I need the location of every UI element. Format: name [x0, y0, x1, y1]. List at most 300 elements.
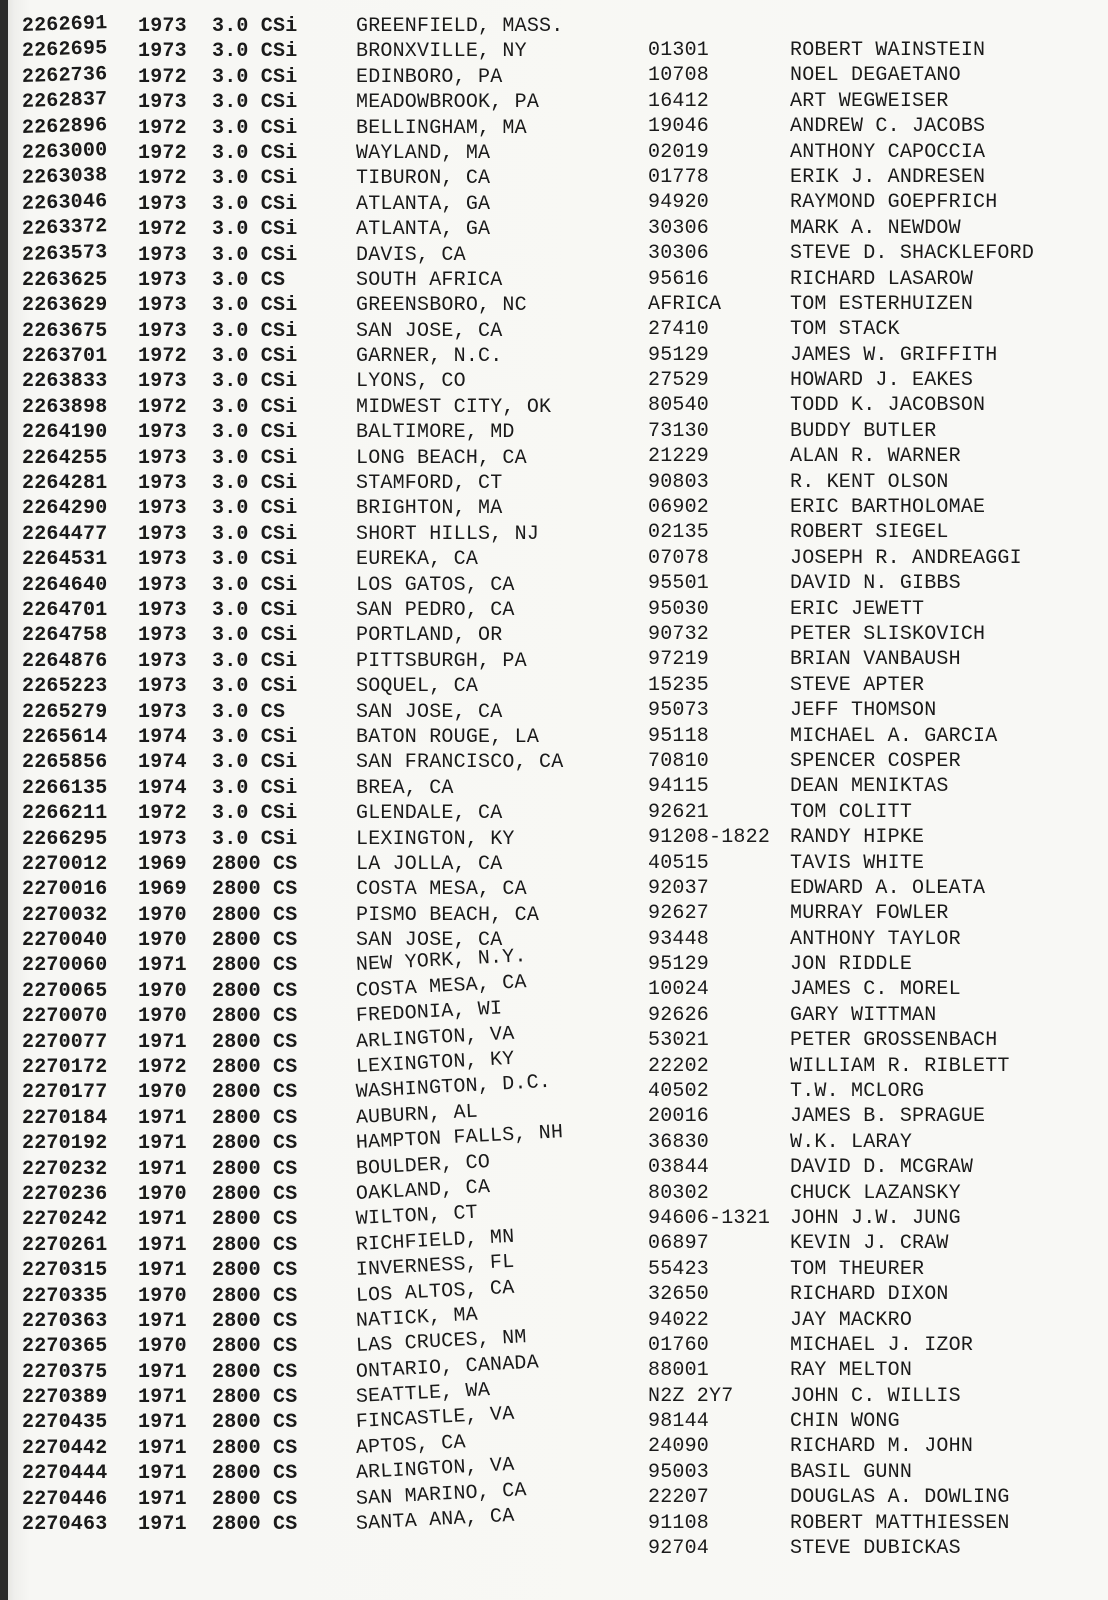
model-year: 1973 [138, 624, 187, 648]
model-year: 1973 [138, 598, 187, 622]
model-name: 3.0 CSi [212, 802, 298, 826]
serial-number: 2263372 [21, 215, 108, 242]
serial-number: 2262896 [21, 113, 108, 140]
model-name: 3.0 CSi [212, 725, 298, 749]
registry-table [0, 14, 1108, 1600]
model-year: 1971 [138, 1132, 187, 1156]
serial-number: 2265856 [22, 751, 108, 775]
model-year: 1972 [138, 218, 187, 242]
model-year: 1971 [138, 1030, 187, 1054]
serial-number: 2270065 [22, 979, 108, 1003]
model-year: 1970 [138, 929, 187, 953]
serial-number: 2270016 [22, 878, 108, 902]
model-year: 1971 [138, 1233, 187, 1257]
owner-city: BELLINGHAM, MA [356, 116, 527, 140]
owner-city: SHORT HILLS, NJ [356, 522, 540, 546]
serial-number: 2264281 [22, 472, 108, 496]
postal-code: AFRICA [648, 292, 722, 316]
model-year: 1970 [138, 1081, 187, 1105]
owner-city: SEATTLE, WA [355, 1379, 491, 1410]
postal-code: 40502 [648, 1080, 710, 1104]
postal-code: 02135 [648, 521, 710, 545]
owner-name: ERIC JEWETT [790, 597, 925, 621]
model-year: 1974 [138, 776, 187, 800]
postal-code: 95616 [648, 267, 710, 291]
serial-number: 2262691 [21, 12, 108, 38]
model-name: 2800 CS [212, 1513, 298, 1537]
model-name: 3.0 CSi [212, 446, 298, 470]
owner-name: JON RIDDLE [790, 953, 913, 977]
serial-number: 2264640 [22, 573, 108, 597]
owner-name: SPENCER COSPER [790, 749, 961, 773]
serial-number: 2270463 [22, 1513, 108, 1537]
serial-number: 2265279 [22, 700, 108, 724]
postal-code: 92037 [648, 876, 710, 900]
model-name: 3.0 CSi [212, 675, 298, 699]
model-year: 1971 [138, 1513, 187, 1537]
owner-name: ANTHONY CAPOCCIA [790, 140, 986, 164]
owner-name: TODD K. JACOBSON [790, 394, 986, 418]
owner-city: LOS GATOS, CA [356, 573, 515, 597]
owner-name: RAYMOND GOEPFRICH [790, 191, 998, 215]
model-year: 1971 [138, 1106, 187, 1130]
postal-code: 01778 [648, 165, 710, 189]
model-name: 2800 CS [212, 1182, 298, 1206]
owner-name: RAY MELTON [790, 1359, 913, 1383]
model-name: 2800 CS [212, 1005, 298, 1029]
model-year: 1971 [138, 1360, 187, 1384]
owner-city: TIBURON, CA [356, 167, 491, 191]
owner-name: TOM ESTERHUIZEN [790, 292, 974, 316]
serial-number: 2262736 [21, 62, 108, 89]
owner-name: W.K. LARAY [790, 1130, 913, 1154]
owner-city: BOULDER, CO [355, 1150, 491, 1181]
postal-code: 73130 [648, 419, 710, 443]
owner-city: SAN FRANCISCO, CA [356, 751, 564, 775]
owner-city: SAN MARINO, CA [355, 1478, 528, 1511]
serial-number: 2270177 [22, 1081, 108, 1105]
serial-number: 2270172 [22, 1056, 108, 1080]
serial-number: 2270070 [22, 1005, 108, 1029]
owner-name: MICHAEL A. GARCIA [790, 724, 998, 748]
postal-code: 92704 [648, 1537, 710, 1561]
postal-code: 06902 [648, 496, 710, 520]
model-year: 1971 [138, 1309, 187, 1333]
serial-number: 2262837 [21, 88, 108, 115]
model-name: 3.0 CSi [212, 218, 298, 242]
postal-code: 92626 [648, 1003, 710, 1027]
model-year: 1970 [138, 1182, 187, 1206]
postal-code: 98144 [648, 1410, 710, 1434]
owner-name: TAVIS WHITE [790, 851, 925, 875]
serial-number: 2270435 [22, 1411, 108, 1435]
postal-code: 95501 [648, 572, 710, 596]
serial-number: 2263000 [21, 138, 108, 165]
model-name: 3.0 CSi [212, 522, 298, 546]
owner-name: JAMES B. SPRAGUE [790, 1105, 986, 1129]
postal-code: 95003 [648, 1460, 710, 1484]
serial-number: 2270184 [22, 1106, 108, 1130]
owner-name: NOEL DEGAETANO [790, 64, 961, 88]
model-year: 1973 [138, 522, 187, 546]
model-year: 1969 [138, 852, 187, 876]
model-year: 1970 [138, 1284, 187, 1308]
serial-number: 2270446 [22, 1487, 108, 1511]
owner-name: DEAN MENIKTAS [790, 775, 949, 799]
serial-number: 2266135 [22, 776, 108, 800]
serial-number: 2270032 [22, 903, 108, 927]
owner-city: BRONXVILLE, NY [356, 40, 527, 64]
model-name: 3.0 CSi [212, 624, 298, 648]
serial-number: 2270242 [22, 1208, 108, 1232]
postal-code: 16412 [648, 89, 710, 113]
owner-city: WAYLAND, MA [356, 141, 491, 165]
model-year: 1973 [138, 319, 187, 343]
model-name: 2800 CS [212, 1132, 298, 1156]
model-year: 1973 [138, 472, 187, 496]
model-name: 3.0 CSi [212, 649, 298, 673]
postal-code: 97219 [648, 648, 710, 672]
model-name: 2800 CS [212, 979, 298, 1003]
serial-number: 2265223 [22, 675, 108, 699]
serial-number: 2270012 [22, 852, 108, 876]
model-name: 3.0 CS [212, 268, 286, 292]
postal-code: 21229 [648, 445, 710, 469]
model-name: 3.0 CSi [212, 294, 298, 318]
model-year: 1973 [138, 268, 187, 292]
owner-city: SAN JOSE, CA [356, 929, 503, 953]
owner-city: PITTSBURGH, PA [356, 649, 527, 673]
model-year: 1972 [138, 1056, 187, 1080]
postal-code: 30306 [648, 216, 710, 240]
serial-number: 2263629 [22, 294, 108, 318]
owner-name: DAVID D. MCGRAW [790, 1156, 974, 1180]
serial-number: 2270040 [22, 929, 108, 953]
owner-city: BREA, CA [356, 776, 454, 800]
model-name: 3.0 CSi [212, 192, 298, 216]
model-name: 2800 CS [212, 1462, 298, 1486]
model-name: 2800 CS [212, 954, 298, 978]
serial-number: 2263898 [22, 395, 108, 419]
owner-city: STAMFORD, CT [356, 472, 503, 496]
owner-name: BASIL GUNN [790, 1460, 913, 1484]
owner-city: GLENDALE, CA [356, 802, 503, 826]
model-year: 1973 [138, 91, 187, 115]
owner-name: ANTHONY TAYLOR [790, 927, 961, 951]
owner-city: COSTA MESA, CA [356, 878, 527, 902]
owner-name: KEVIN J. CRAW [790, 1232, 949, 1256]
postal-code: 94920 [648, 191, 710, 215]
model-name: 3.0 CSi [212, 598, 298, 622]
postal-code: 94022 [648, 1308, 710, 1332]
owner-name: JOHN J.W. JUNG [790, 1206, 961, 1230]
owner-city: LYONS, CO [356, 370, 466, 394]
postal-code: 94115 [648, 775, 710, 799]
postal-code: 10024 [648, 978, 710, 1002]
owner-city: SOQUEL, CA [356, 675, 479, 699]
model-name: 2800 CS [212, 1030, 298, 1054]
postal-code: 88001 [648, 1359, 710, 1383]
owner-city: NATICK, MA [355, 1303, 479, 1333]
serial-number: 2270375 [22, 1360, 108, 1384]
owner-city: ATLANTA, GA [356, 192, 491, 216]
serial-number: 2264290 [22, 497, 108, 521]
model-year: 1970 [138, 903, 187, 927]
model-name: 2800 CS [212, 1106, 298, 1130]
model-year: 1971 [138, 1157, 187, 1181]
owner-name: JOSEPH R. ANDREAGGI [790, 546, 1022, 570]
owner-city: MIDWEST CITY, OK [356, 395, 552, 419]
owner-city: ATLANTA, GA [356, 218, 491, 242]
owner-name: EDWARD A. OLEATA [790, 876, 986, 900]
postal-code: 27529 [648, 369, 710, 393]
model-name: 3.0 CSi [212, 751, 298, 775]
postal-code: 53021 [648, 1029, 710, 1053]
model-year: 1973 [138, 294, 187, 318]
serial-number: 2264876 [22, 649, 108, 673]
postal-code: 24090 [648, 1435, 710, 1459]
postal-code: 95030 [648, 597, 710, 621]
model-name: 2800 CS [212, 1284, 298, 1308]
serial-number: 2270363 [22, 1309, 108, 1333]
owner-name: PETER SLISKOVICH [790, 622, 986, 646]
postal-code: 03844 [648, 1156, 710, 1180]
year-column [138, 14, 214, 1537]
owner-city: GARNER, N.C. [356, 345, 503, 369]
serial-number: 2263675 [22, 319, 108, 343]
owner-name: ROBERT SIEGEL [790, 521, 949, 545]
model-year: 1973 [138, 446, 187, 470]
owner-city: NEW YORK, N.Y. [355, 945, 528, 978]
owner-name: WILLIAM R. RIBLETT [790, 1054, 1010, 1078]
postal-code: 80540 [648, 394, 710, 418]
model-year: 1971 [138, 1487, 187, 1511]
owner-city: SOUTH AFRICA [356, 268, 503, 292]
owner-name: ROBERT MATTHIESSEN [790, 1511, 1010, 1535]
owner-name: ERIK J. ANDRESEN [790, 165, 986, 189]
serial-column [22, 14, 132, 1537]
postal-code: 80302 [648, 1181, 710, 1205]
owner-name: DAVID N. GIBBS [790, 572, 961, 596]
postal-code: 40515 [648, 851, 710, 875]
owner-name: PETER GROSSENBACH [790, 1029, 998, 1053]
postal-code: 22207 [648, 1486, 710, 1510]
model-name: 3.0 CSi [212, 65, 298, 89]
owner-name: JAMES W. GRIFFITH [790, 343, 998, 367]
serial-number: 2270444 [22, 1462, 108, 1486]
serial-number: 2262695 [21, 37, 108, 64]
serial-number: 2270365 [22, 1335, 108, 1359]
postal-code: 20016 [648, 1105, 710, 1129]
postal-code: 06897 [648, 1232, 710, 1256]
model-year: 1973 [138, 827, 187, 851]
owner-city: LEXINGTON, KY [356, 827, 515, 851]
owner-name: RICHARD LASAROW [790, 267, 974, 291]
model-year: 1973 [138, 421, 187, 445]
model-name: 3.0 CSi [212, 15, 298, 38]
serial-number: 2270261 [22, 1233, 108, 1257]
model-name: 3.0 CSi [212, 319, 298, 343]
owner-city: SANTA ANA, CA [355, 1504, 516, 1537]
model-year: 1974 [138, 751, 187, 775]
model-name: 3.0 CSi [212, 116, 298, 140]
model-year: 1970 [138, 1335, 187, 1359]
postal-code: 91208-1822 [648, 826, 771, 850]
postal-code: 95073 [648, 699, 710, 723]
model-year: 1973 [138, 370, 187, 394]
owner-city: COSTA MESA, CA [355, 970, 528, 1003]
owner-city: LEXINGTON, KY [355, 1047, 516, 1080]
model-name: 2800 CS [212, 1259, 298, 1283]
postal-code: 15235 [648, 673, 710, 697]
owner-city: EUREKA, CA [356, 548, 479, 572]
postal-code: 01760 [648, 1333, 710, 1357]
owner-city: MEADOWBROOK, PA [356, 91, 540, 115]
owner-city: LAS CRUCES, NM [355, 1326, 528, 1359]
serial-number: 2263833 [22, 370, 108, 394]
model-name: 3.0 CSi [212, 345, 298, 369]
serial-number: 2270236 [22, 1182, 108, 1206]
serial-number: 2263038 [21, 164, 108, 191]
serial-number: 2270192 [22, 1132, 108, 1156]
model-year: 1971 [138, 1386, 187, 1410]
model-year: 1973 [138, 548, 187, 572]
owner-name: R. KENT OLSON [790, 470, 949, 494]
model-name: 3.0 CSi [212, 141, 298, 165]
model-name: 3.0 CSi [212, 472, 298, 496]
owner-city: FINCASTLE, VA [355, 1403, 516, 1435]
model-name: 2800 CS [212, 1487, 298, 1511]
owner-city: RICHFIELD, MN [355, 1225, 516, 1257]
model-year: 1972 [138, 141, 187, 165]
owner-city: BRIGHTON, MA [356, 497, 503, 521]
owner-name: ALAN R. WARNER [790, 445, 961, 469]
postal-code: 32650 [648, 1283, 710, 1307]
model-name: 3.0 CSi [212, 548, 298, 572]
owner-name: ANDREW C. JACOBS [790, 115, 986, 139]
postal-code: 93448 [648, 927, 710, 951]
owner-city: LA JOLLA, CA [356, 852, 503, 876]
postal-code: 95118 [648, 724, 710, 748]
owner-name: ERIC BARTHOLOMAE [790, 496, 986, 520]
owner-city: GREENSBORO, NC [356, 294, 527, 318]
owner-city: WILTON, CT [355, 1201, 479, 1232]
model-name: 2800 CS [212, 1411, 298, 1435]
owner-name: T.W. MCLORG [790, 1080, 925, 1104]
owner-city: OAKLAND, CA [355, 1175, 491, 1206]
model-name: 3.0 CSi [212, 395, 298, 419]
model-name: 3.0 CSi [212, 40, 298, 64]
model-name: 3.0 CSi [212, 421, 298, 445]
model-year: 1972 [138, 345, 187, 369]
owner-city: PORTLAND, OR [356, 624, 503, 648]
model-name: 2800 CS [212, 1081, 298, 1105]
owner-name: JAMES C. MOREL [790, 978, 961, 1002]
owner-name: MICHAEL J. IZOR [790, 1333, 974, 1357]
model-year: 1973 [138, 192, 187, 216]
serial-number: 2263573 [21, 240, 108, 267]
owner-name: MURRAY FOWLER [790, 902, 949, 926]
owner-city: SAN JOSE, CA [356, 700, 503, 724]
serial-number: 2270389 [22, 1386, 108, 1410]
postal-code: 95129 [648, 343, 710, 367]
model-year: 1971 [138, 1208, 187, 1232]
serial-number: 2270060 [22, 954, 108, 978]
serial-number: 2270335 [22, 1284, 108, 1308]
model-year: 1973 [138, 700, 187, 724]
model-name: 2800 CS [212, 1157, 298, 1181]
model-name: 3.0 CSi [212, 370, 298, 394]
owner-name-column [790, 38, 1100, 1561]
postal-code: 22202 [648, 1054, 710, 1078]
model-year: 1973 [138, 40, 187, 64]
model-year: 1973 [138, 675, 187, 699]
owner-city: PISMO BEACH, CA [356, 903, 540, 927]
postal-code: 19046 [648, 115, 710, 139]
owner-city: INVERNESS, FL [355, 1250, 516, 1283]
model-year: 1974 [138, 725, 187, 749]
owner-name: MARK A. NEWDOW [790, 216, 961, 240]
model-name: 3.0 CSi [212, 827, 298, 851]
model-year: 1973 [138, 649, 187, 673]
model-name: 3.0 CSi [212, 243, 298, 267]
owner-name: JEFF THOMSON [790, 699, 937, 723]
owner-city: EDINBORO, PA [356, 65, 503, 89]
postal-code: 30306 [648, 242, 710, 266]
serial-number: 2264531 [22, 548, 108, 572]
owner-city: ONTARIO, CANADA [355, 1351, 540, 1384]
owner-city: LONG BEACH, CA [356, 446, 527, 470]
owner-city: BATON ROUGE, LA [356, 725, 540, 749]
model-year: 1973 [138, 243, 187, 267]
owner-name: RANDY HIPKE [790, 826, 925, 850]
model-name: 2800 CS [212, 878, 298, 902]
model-year: 1971 [138, 1462, 187, 1486]
model-name: 3.0 CSi [212, 91, 298, 115]
model-year: 1973 [138, 15, 187, 38]
postal-code: 91108 [648, 1511, 710, 1535]
model-name: 2800 CS [212, 1386, 298, 1410]
postal-code: 01301 [648, 39, 710, 62]
owner-city: SAN PEDRO, CA [356, 598, 515, 622]
model-year: 1971 [138, 1436, 187, 1460]
zip-column [648, 38, 788, 1561]
serial-number: 2264255 [22, 446, 108, 470]
model-name: 2800 CS [212, 852, 298, 876]
postal-code: 90732 [648, 622, 710, 646]
model-year: 1971 [138, 1259, 187, 1283]
owner-name: GARY WITTMAN [790, 1003, 937, 1027]
postal-code: 90803 [648, 470, 710, 494]
postal-code: 92621 [648, 800, 710, 824]
owner-name: ART WEGWEISER [790, 89, 949, 113]
owner-name: ROBERT WAINSTEIN [790, 39, 986, 62]
owner-name: STEVE D. SHACKLEFORD [790, 242, 1035, 266]
model-year: 1973 [138, 497, 187, 521]
owner-name: BUDDY BUTLER [790, 419, 937, 443]
serial-number: 2270077 [22, 1030, 108, 1054]
owner-city: GREENFIELD, MASS. [356, 15, 564, 38]
serial-number: 2270232 [22, 1157, 108, 1181]
owner-city: APTOS, CA [355, 1431, 467, 1460]
owner-name: STEVE APTER [790, 673, 925, 697]
model-year: 1972 [138, 395, 187, 419]
model-name: 3.0 CSi [212, 776, 298, 800]
serial-number: 2263701 [22, 345, 108, 369]
model-year: 1972 [138, 167, 187, 191]
owner-city: AUBURN, AL [355, 1100, 479, 1130]
model-column [212, 14, 352, 1537]
